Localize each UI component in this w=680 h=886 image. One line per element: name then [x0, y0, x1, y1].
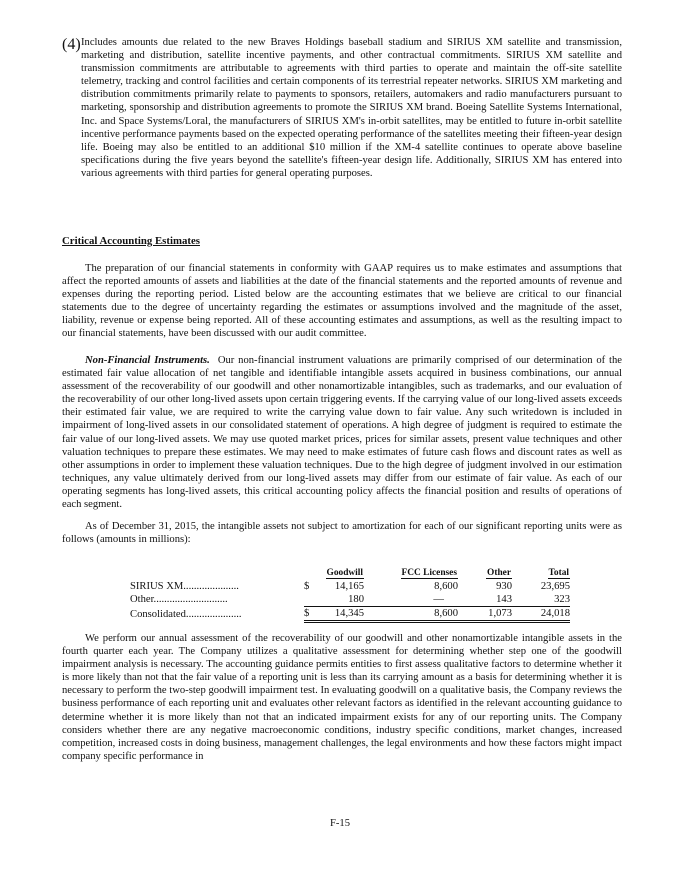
row-label: Consolidated — [130, 608, 186, 620]
cell-total: 23,695 — [540, 581, 570, 592]
table-header-row — [130, 567, 570, 580]
cell-total: 24,018 — [512, 607, 570, 622]
cell-goodwill: 180 — [318, 593, 364, 607]
cell-other: 930 — [496, 581, 512, 592]
cell-goodwill: 14,165 — [334, 581, 364, 592]
intangible-assets-table — [130, 567, 570, 623]
cell-other: 1,073 — [458, 607, 512, 622]
cell-goodwill: 14,345 — [318, 607, 364, 622]
cell-fcc-licenses: 8,600 — [364, 607, 458, 622]
cell-fcc-licenses: — — [364, 593, 458, 607]
section-heading: Critical Accounting Estimates — [62, 235, 200, 247]
paragraph-critical-estimates: The preparation of our financial statements in conformity with GAAP requires us to make estimates and assumptions that affect the reported amounts of assets and liabilities at the date of the financial statements and the reported amounts of revenue and expenses during the reporting period. Listed below are the accounting estimates that we believe are critical to our financial statements due to the degree of uncertainty regarding the estimates or assumptions involved and the magnitude of the asset, liability, revenue or expense being reported. All of these accounting estimates and assumptions, as well as the resulting impact to our financial statements, have been discussed with our audit committee. — [62, 263, 622, 340]
col-header-other: Other — [487, 568, 511, 578]
dot-leader: ..................... — [183, 581, 239, 592]
cell-fcc-licenses: 8,600 — [434, 581, 458, 592]
col-header-goodwill: Goodwill — [326, 568, 363, 578]
paragraph-goodwill-assessment: We perform our annual assessment of the recoverability of our goodwill and other nonamortizable intangible assets in the fourth quarter each year. The Company utilizes a qualitative assessment for determining whether step one of the goodwill impairment analysis is necessary. The accounting guidance permits entities to first assess qualitative factors to determine whether it is more likely than not that the fair value of a reporting unit is less than its carrying amount as a basis for determining whether it is necessary to perform the two-step goodwill impairment test. In evaluating goodwill on a qualitative basis, the Company reviews the business performance of each reporting unit and evaluates other relevant factors as identified in the relevant accounting guidance to determine whether it is more likely than not that an indicated impairment exists for any of our reporting units. The Company considers whether there are any negative macroeconomic conditions, industry specific conditions, market changes, increased competition, increased costs in doing business, management challenges, the legal environments and how these factors might impact company specific performance in — [62, 633, 622, 762]
dollar-sign — [304, 593, 318, 607]
paragraph-lead-in: Non-Financial Instruments. — [85, 355, 210, 366]
footnote-marker: (4) — [62, 36, 81, 53]
col-header-fcc-licenses: FCC Licenses — [401, 568, 457, 578]
footnote-text: Includes amounts due related to the new Braves Holdings baseball stadium and SIRIUS XM satellite and transmission, marketing and distribution, satellite incentive payments, and other contractual commitments. SIRIUS XM satellite and transmission commitments are attributable to agreements with third parties to operate and maintain the off-site satellite telemetry, tracking and control facilities and certain components of its terrestrial repeater networks. SIRIUS XM marketing and distribution commitments primarily relate to payments to sponsors, retailers, automakers and radio manufacturers pursuant to marketing, sponsorship and distribution agreements to promote the SIRIUS XM brand. Boeing Satellite Systems International, Inc. and Space Systems/Loral, the manufacturers of SIRIUS XM's in-orbit satellites, may be entitled to future in-orbit satellite incentive performance payments based on the expected operating performance of the satellites meeting their fifteen-year design life. Boeing may also be entitled to an additional $10 million if the XM-4 satellite continues to operate above baseline specifications during the five years beyond the satellite's fifteen-year design life. Additionally, SIRIUS XM has entered into various agreements with third parties for general operating purposes. — [81, 37, 622, 179]
cell-total: 323 — [512, 593, 570, 607]
dollar-sign: $ — [304, 607, 318, 622]
table-row — [130, 580, 570, 593]
table-row — [130, 607, 570, 622]
page-number: F-15 — [329, 818, 350, 829]
row-label: SIRIUS XM — [130, 581, 184, 592]
table-row — [130, 593, 570, 607]
paragraph-non-financial-instruments — [62, 354, 622, 511]
paragraph-body: Our non-financial instrument valuations are primarily comprised of our determination of the estimated fair value allocation of net tangible and identifiable intangible assets acquired in business combinations, our annual assessment of the recoverability of our goodwill and other nonamortizable intangibles, such as trademarks, and our evaluation of the recoverability of our other long-lived assets upon certain triggering events. If the carrying value of our long-lived assets exceeds their estimated fair value, we are required to write the carrying value down to fair value. Any such writedown is included in impairment of long-lived assets in our consolidated statement of operations. A high degree of judgment is required to estimate the fair value of our long-lived assets. We may use quoted market prices, prices for similar assets, present value techniques and other valuation techniques to prepare these estimates. We may need to make estimates of future cash flows and discount rates as well as other assumptions in order to implement these valuation techniques. Due to the high degree of judgment involved in our estimation techniques, any value ultimately derived from our long-lived assets may differ from our estimate of fair value. As each of our operating segments has long-lived assets, this critical accounting policy affects the financial position and results of operations of each segment. — [62, 355, 622, 511]
dollar-sign: $ — [304, 581, 310, 592]
dot-leader: ............................ — [153, 594, 228, 606]
footnote-4 — [62, 36, 622, 180]
paragraph-intangibles-intro: As of December 31, 2015, the intangible assets not subject to amortization for each of our significant reporting units were as follows (amounts in millions): — [62, 521, 622, 546]
cell-other: 143 — [458, 593, 512, 607]
row-label: Other — [130, 594, 154, 606]
col-header-total: Total — [548, 568, 569, 578]
dot-leader: ..................... — [185, 608, 242, 620]
